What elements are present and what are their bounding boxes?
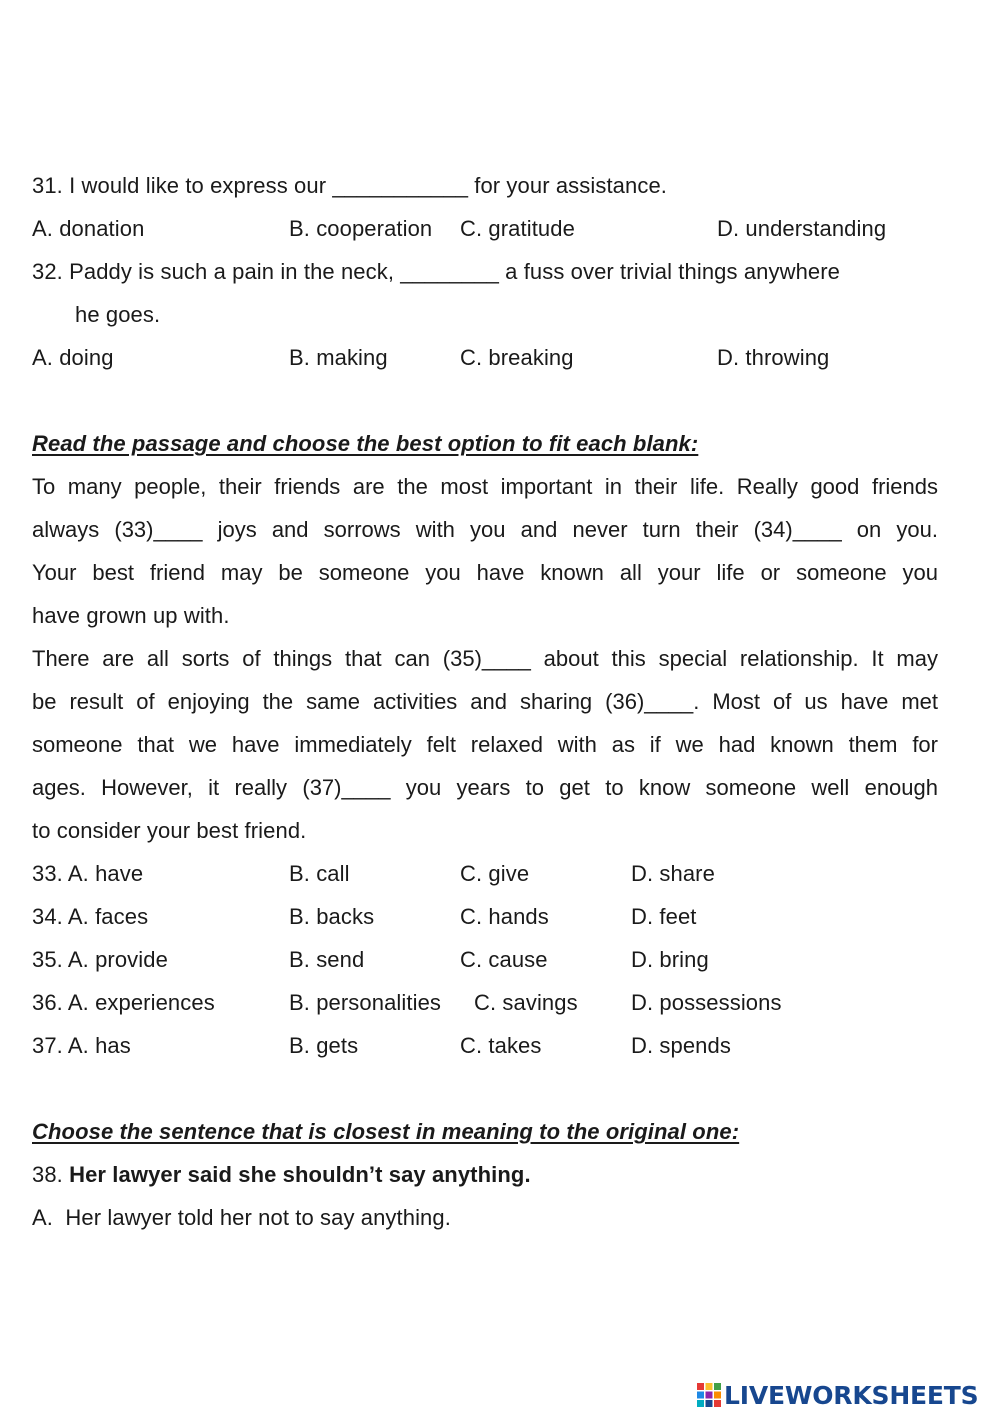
question-38 — [32, 1162, 531, 1188]
question-38-sentence: Her lawyer said she shouldn’t say anything. — [69, 1162, 531, 1187]
passage-line: There are all sorts of things that can (35)____ about this special relationship. It may — [32, 646, 938, 671]
answer-option-d: D. feet — [631, 904, 697, 929]
answer-option-b: B. send — [289, 947, 365, 972]
question-38-number: 38. — [32, 1162, 63, 1187]
meaning-heading: Choose the sentence that is closest in meaning to the original one: — [32, 1119, 740, 1144]
answer-option-a: 37. A. has — [32, 1033, 131, 1058]
answer-option-d: D. bring — [631, 947, 709, 972]
question-32-option-a: A. doing — [32, 345, 114, 370]
passage-line: Your best friend may be someone you have known all your life or someone you — [32, 560, 938, 585]
passage-heading: Read the passage and choose the best option to fit each blank: — [32, 431, 699, 456]
question-32-option-c: C. breaking — [460, 345, 574, 370]
answer-option-c: C. takes — [460, 1033, 542, 1058]
answer-option-d: D. spends — [631, 1033, 731, 1058]
passage-line: have grown up with. — [32, 603, 230, 628]
answer-option-c: C. hands — [460, 904, 549, 929]
answer-option-d: D. possessions — [631, 990, 782, 1015]
passage-line: ages. However, it really (37)____ you years to get to know someone well enough — [32, 775, 938, 800]
answer-option-a: 35. A. provide — [32, 947, 168, 972]
answer-option-b: B. backs — [289, 904, 375, 929]
passage-line: always (33)____ joys and sorrows with you and never turn their (34)____ on you. — [32, 517, 938, 542]
answer-option-d: D. share — [631, 861, 715, 886]
passage-line: someone that we have immediately felt relaxed with as if we had known them for — [32, 732, 938, 757]
answer-option-c: C. give — [460, 861, 530, 886]
answer-option-c: C. savings — [474, 990, 578, 1015]
question-31-option-d: D. understanding — [717, 216, 887, 241]
question-32-option-d: D. throwing — [717, 345, 830, 370]
answer-option-b: B. personalities — [289, 990, 442, 1015]
question-31-option-c: C. gratitude — [460, 216, 575, 241]
liveworksheets-logo-text: LIVEWORKSHEETS — [724, 1380, 979, 1410]
liveworksheets-logo — [697, 1380, 978, 1410]
liveworksheets-logo-icon — [697, 1383, 721, 1407]
answer-option-a: 36. A. experiences — [32, 990, 215, 1015]
question-32-stem-line-2: he goes. — [75, 302, 161, 327]
answer-option-b: B. gets — [289, 1033, 359, 1058]
question-31-stem: 31. I would like to express our ___________ for your assistance. — [32, 173, 667, 198]
question-31-option-b: B. cooperation — [289, 216, 433, 241]
passage-line: to consider your best friend. — [32, 818, 307, 843]
answer-option-b: B. call — [289, 861, 350, 886]
question-31-option-a: A. donation — [32, 216, 145, 241]
question-38-option-a: A. Her lawyer told her not to say anything. — [32, 1205, 451, 1230]
question-32-option-b: B. making — [289, 345, 388, 370]
answer-option-a: 33. A. have — [32, 861, 144, 886]
passage-line: be result of enjoying the same activities and sharing (36)____. Most of us have met — [32, 689, 938, 714]
passage-line: To many people, their friends are the most important in their life. Really good friends — [32, 474, 938, 499]
answer-option-c: C. cause — [460, 947, 548, 972]
question-32-stem-line-1: 32. Paddy is such a pain in the neck, ________ a fuss over trivial things anywhere — [32, 259, 841, 284]
answer-option-a: 34. A. faces — [32, 904, 149, 929]
